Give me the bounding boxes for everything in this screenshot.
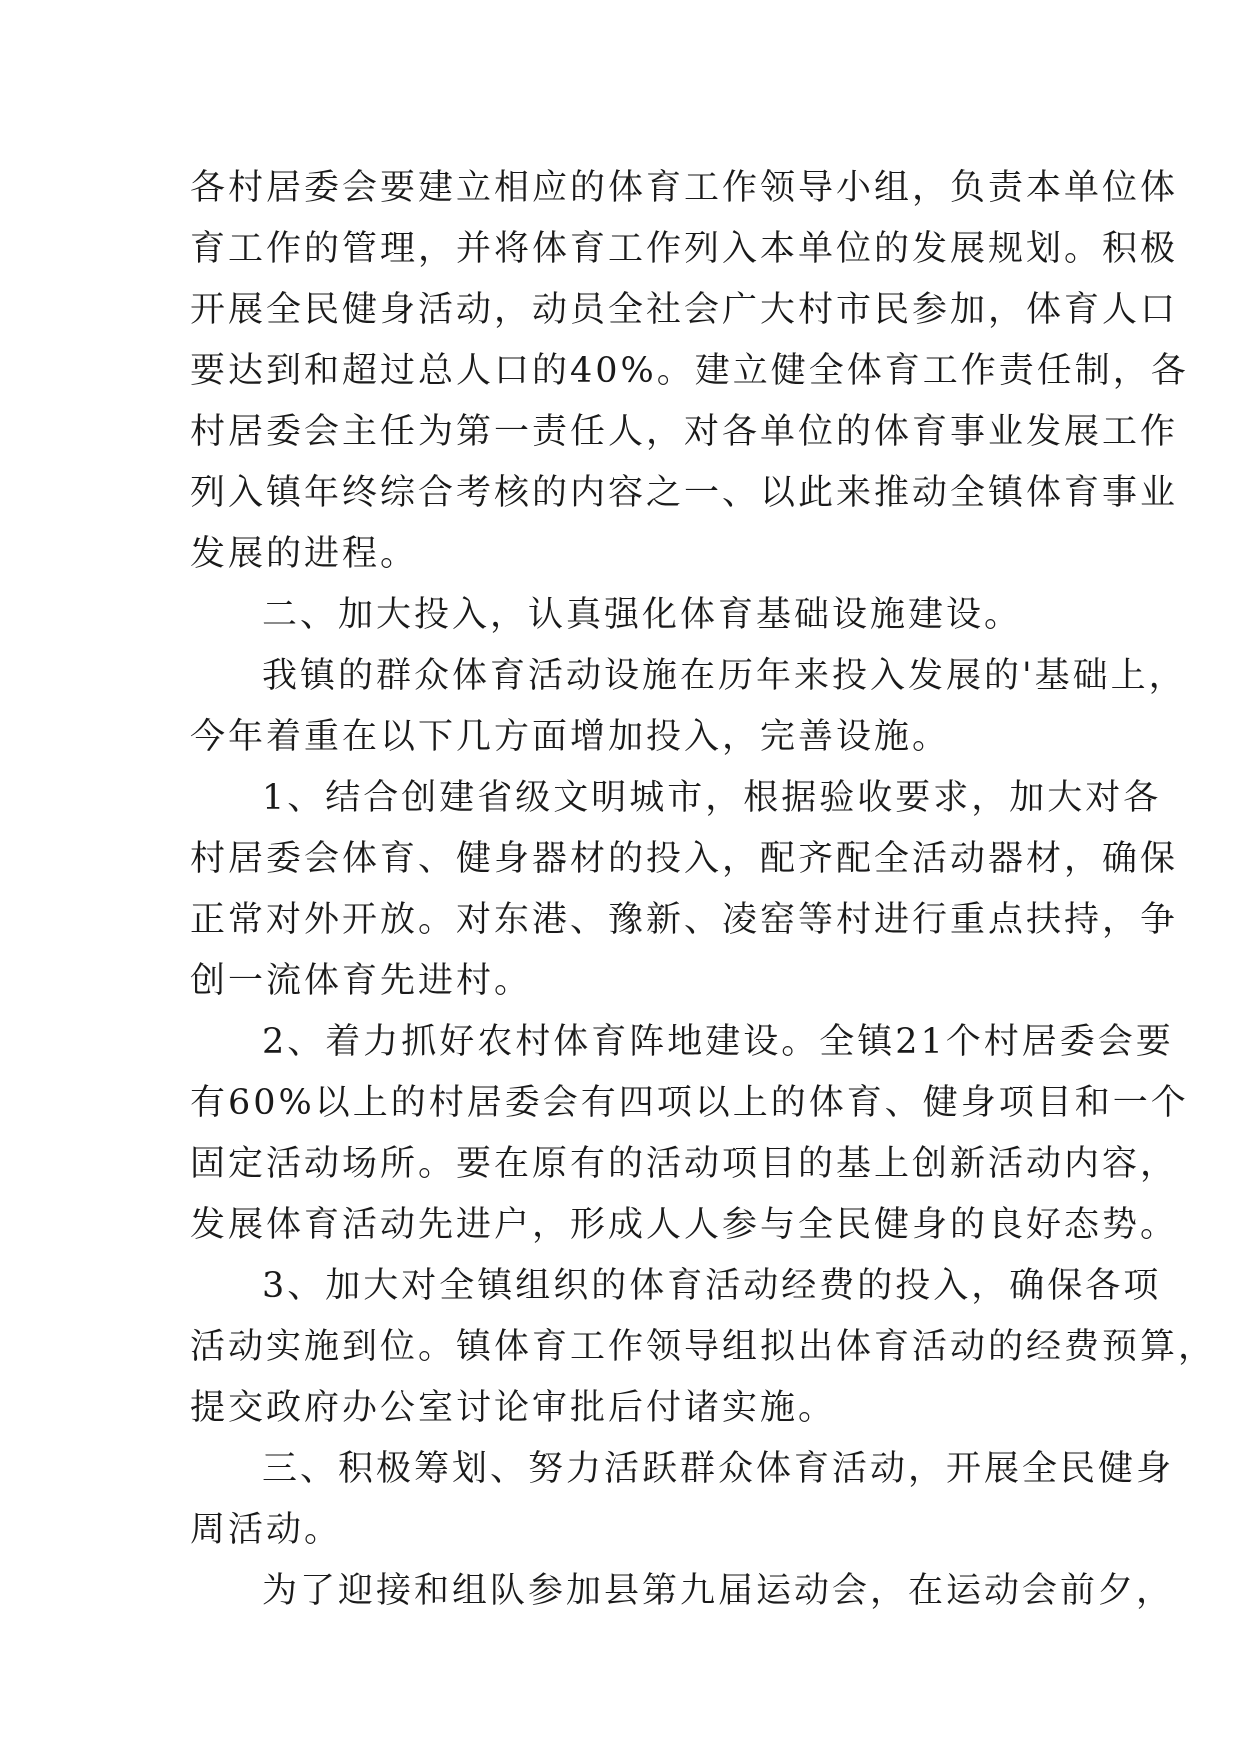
list-item-2: 2、着力抓好农村体育阵地建设。全镇21个村居委会要 [262, 1022, 1174, 1062]
text-line-3: 开展全民健身活动，动员全社会广大村市民参加，体育人口 [190, 290, 1179, 330]
text-line-20: 活动实施到位。镇体育工作领导组拟出体育活动的经费预算， [190, 1327, 1217, 1367]
text-line-9: 我镇的群众体育活动设施在历年来投入发展的'基础上， [262, 656, 1187, 696]
text-line-18: 发展体育活动先进户，形成人人参与全民健身的良好态势。 [190, 1205, 1179, 1245]
text-line-17: 固定活动场所。要在原有的活动项目的基上创新活动内容， [190, 1144, 1179, 1184]
text-line-6: 列入镇年终综合考核的内容之一、以此来推动全镇体育事业 [190, 473, 1179, 513]
text-line-12: 村居委会体育、健身器材的投入，配齐配全活动器材，确保 [190, 839, 1179, 879]
list-item-3: 3、加大对全镇组织的体育活动经费的投入，确保各项 [262, 1266, 1162, 1306]
text-line-1: 各村居委会要建立相应的体育工作领导小组，负责本单位体 [190, 168, 1179, 208]
text-line-21: 提交政府办公室讨论审批后付诸实施。 [190, 1388, 837, 1428]
text-line-14: 创一流体育先进村。 [190, 961, 533, 1001]
text-line-23: 周活动。 [190, 1510, 343, 1550]
text-line-7: 发展的进程。 [190, 534, 419, 574]
text-line-4: 要达到和超过总人口的40%。建立健全体育工作责任制，各 [190, 351, 1189, 391]
text-line-2: 育工作的管理，并将体育工作列入本单位的发展规划。积极 [190, 229, 1179, 269]
text-line-5: 村居委会主任为第一责任人，对各单位的体育事业发展工作 [190, 412, 1179, 452]
section-heading-3: 三、积极筹划、努力活跃群众体育活动，开展全民健身 [262, 1449, 1175, 1489]
section-heading-2: 二、加大投入，认真强化体育基础设施建设。 [262, 595, 1023, 635]
text-line-24: 为了迎接和组队参加县第九届运动会，在运动会前夕， [262, 1571, 1175, 1611]
text-line-10: 今年着重在以下几方面增加投入，完善设施。 [190, 717, 951, 757]
document-body [190, 158, 1217, 1622]
text-line-13: 正常对外开放。对东港、豫新、凌窑等村进行重点扶持，争 [190, 900, 1179, 940]
text-line-16: 有60%以上的村居委会有四项以上的体育、健身项目和一个 [190, 1083, 1189, 1123]
list-item-1: 1、结合创建省级文明城市，根据验收要求，加大对各 [262, 778, 1162, 818]
